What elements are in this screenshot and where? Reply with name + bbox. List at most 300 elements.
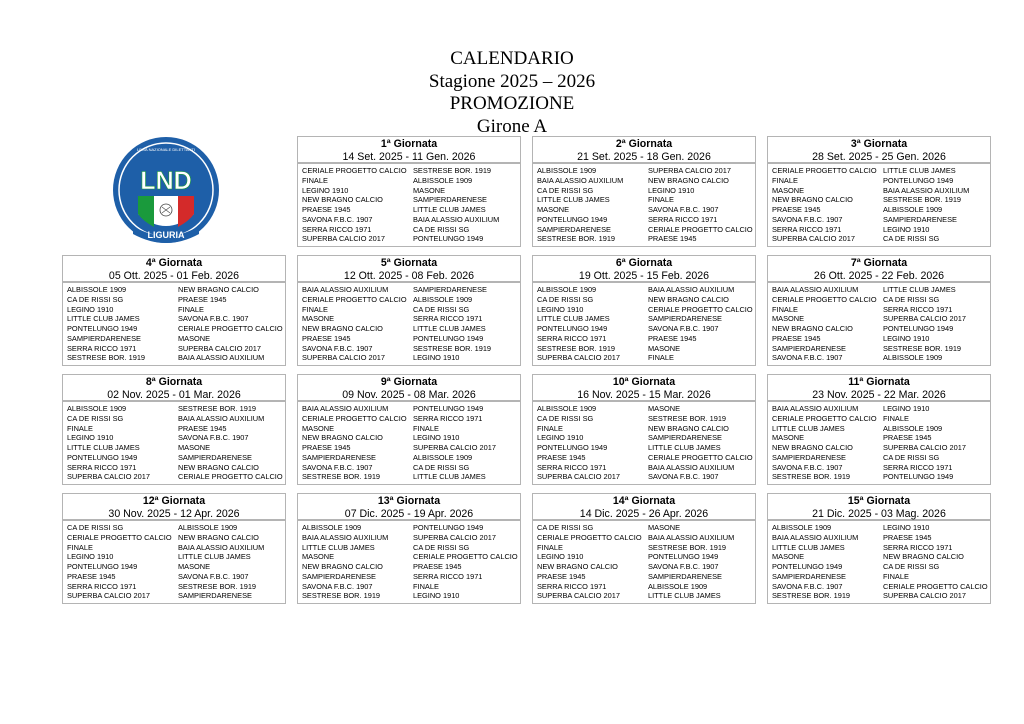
home-team: LEGINO 1910 xyxy=(302,185,349,195)
round-card xyxy=(767,255,991,366)
away-team: MASONE xyxy=(648,343,681,353)
away-team: CERIALE PROGETTO CALCIO xyxy=(413,552,518,562)
home-team: LITTLE CLUB JAMES xyxy=(537,195,610,205)
away-team: LEGINO 1910 xyxy=(648,185,695,195)
match-row xyxy=(302,324,520,334)
home-team: PRAESE 1945 xyxy=(537,452,586,462)
match-list xyxy=(533,402,755,482)
home-team: ALBISSOLE 1909 xyxy=(67,404,127,413)
match-row xyxy=(67,334,285,344)
home-team: SESTRESE BOR. 1919 xyxy=(302,591,381,601)
round-header xyxy=(298,137,520,164)
away-team: ALBISSOLE 1909 xyxy=(413,452,473,462)
home-team: CERIALE PROGETTO CALCIO xyxy=(772,166,877,175)
match-row xyxy=(302,572,520,582)
home-team: NEW BRAGNO CALCIO xyxy=(302,324,383,333)
round-card xyxy=(297,255,521,366)
match-row xyxy=(302,285,520,295)
away-team: LITTLE CLUB JAMES xyxy=(883,285,956,294)
away-team: SERRA RICCO 1971 xyxy=(883,462,953,472)
round-header xyxy=(533,494,755,521)
home-team: LITTLE CLUB JAMES xyxy=(772,423,845,433)
match-row xyxy=(772,414,990,424)
match-list xyxy=(768,164,990,244)
match-row xyxy=(302,186,520,196)
match-row xyxy=(302,424,520,434)
match-row xyxy=(302,562,520,572)
home-team: PRAESE 1945 xyxy=(772,205,821,214)
away-team: SERRA RICCO 1971 xyxy=(413,314,483,324)
away-team: BAIA ALASSIO AUXILIUM xyxy=(178,542,265,552)
away-team: ALBISSOLE 1909 xyxy=(883,205,943,214)
match-row xyxy=(67,414,285,424)
away-team: SUPERBA CALCIO 2017 xyxy=(178,343,261,353)
away-team: FINALE xyxy=(648,353,674,363)
match-row xyxy=(537,414,755,424)
round-title: 13ª Giornata xyxy=(377,495,441,507)
match-row xyxy=(537,344,755,354)
home-team: SAVONA F.B.C. 1907 xyxy=(772,353,843,363)
round-header xyxy=(63,256,285,283)
lnd-logo-icon xyxy=(112,134,220,246)
match-row xyxy=(302,414,520,424)
match-row xyxy=(67,433,285,443)
home-team: LEGINO 1910 xyxy=(67,433,114,443)
away-team: ALBISSOLE 1909 xyxy=(883,353,943,363)
away-team: SUPERBA CALCIO 2017 xyxy=(413,532,496,542)
home-team: SESTRESE BOR. 1919 xyxy=(302,472,381,482)
home-team: ALBISSOLE 1909 xyxy=(772,523,832,532)
home-team: SAVONA F.B.C. 1907 xyxy=(772,462,843,472)
home-team: BAIA ALASSIO AUXILIUM xyxy=(537,175,624,185)
home-team: CA DE RISSI SG xyxy=(67,294,124,304)
home-team: SERRA RICCO 1971 xyxy=(67,462,137,472)
away-team: CA DE RISSI SG xyxy=(883,294,940,304)
away-team: NEW BRAGNO CALCIO xyxy=(178,532,259,542)
match-row xyxy=(772,582,990,592)
match-row xyxy=(302,225,520,235)
match-row xyxy=(772,591,990,601)
match-row xyxy=(772,285,990,295)
match-row xyxy=(772,305,990,315)
match-row xyxy=(537,295,755,305)
away-team: SUPERBA CALCIO 2017 xyxy=(883,443,966,452)
round-header xyxy=(298,375,520,402)
round-header xyxy=(533,256,755,283)
home-team: NEW BRAGNO CALCIO xyxy=(302,195,383,205)
match-row xyxy=(772,443,990,453)
match-row xyxy=(302,234,520,244)
away-team: LITTLE CLUB JAMES xyxy=(413,324,486,333)
home-team: SUPERBA CALCIO 2017 xyxy=(537,591,620,601)
home-team: SUPERBA CALCIO 2017 xyxy=(302,234,385,244)
match-row xyxy=(302,591,520,601)
home-team: SAMPIERDARENESE xyxy=(772,452,846,462)
calendar-title: CALENDARIO xyxy=(450,48,574,69)
away-team: FINALE xyxy=(648,195,674,205)
away-team: SESTRESE BOR. 1919 xyxy=(883,343,962,353)
match-row xyxy=(537,195,755,205)
match-row xyxy=(772,186,990,196)
match-row xyxy=(537,463,755,473)
home-team: SAMPIERDARENESE xyxy=(537,224,611,234)
match-row xyxy=(537,591,755,601)
match-row xyxy=(537,205,755,215)
match-list xyxy=(298,402,520,482)
match-row xyxy=(67,424,285,434)
home-team: PONTELUNGO 1949 xyxy=(772,562,843,571)
home-team: LITTLE CLUB JAMES xyxy=(537,314,610,324)
away-team: NEW BRAGNO CALCIO xyxy=(883,552,964,562)
home-team: SAMPIERDARENESE xyxy=(67,333,141,343)
away-team: SESTRESE BOR. 1919 xyxy=(413,166,492,175)
home-team: LEGINO 1910 xyxy=(537,304,584,314)
round-card xyxy=(297,136,521,247)
match-row xyxy=(67,552,285,562)
round-dates: 14 Set. 2025 - 11 Gen. 2026 xyxy=(342,150,476,163)
match-row xyxy=(772,463,990,473)
away-team: PONTELUNGO 1949 xyxy=(413,404,484,413)
match-row xyxy=(537,433,755,443)
match-row xyxy=(772,562,990,572)
away-team: FINALE xyxy=(413,581,439,591)
round-header xyxy=(533,137,755,164)
round-dates: 16 Nov. 2025 - 15 Mar. 2026 xyxy=(577,388,711,401)
home-team: MASONE xyxy=(302,552,335,562)
round-header xyxy=(768,256,990,283)
round-title: 15ª Giornata xyxy=(847,495,911,507)
match-row xyxy=(302,215,520,225)
round-dates: 05 Ott. 2025 - 01 Feb. 2026 xyxy=(108,269,240,282)
match-row xyxy=(302,523,520,533)
away-team: LEGINO 1910 xyxy=(413,433,460,443)
match-row xyxy=(302,582,520,592)
away-team: PONTELUNGO 1949 xyxy=(648,552,719,562)
away-team: SERRA RICCO 1971 xyxy=(413,413,483,423)
home-team: SAVONA F.B.C. 1907 xyxy=(772,581,843,591)
match-row xyxy=(772,324,990,334)
home-team: NEW BRAGNO CALCIO xyxy=(302,433,383,443)
away-team: MASONE xyxy=(178,443,211,452)
away-team: PRAESE 1945 xyxy=(178,294,227,304)
home-team: FINALE xyxy=(772,175,798,185)
home-team: BAIA ALASSIO AUXILIUM xyxy=(772,532,859,542)
away-team: FINALE xyxy=(883,413,909,423)
round-card xyxy=(62,374,286,485)
home-team: LEGINO 1910 xyxy=(537,552,584,562)
away-team: SUPERBA CALCIO 2017 xyxy=(883,314,966,324)
match-row xyxy=(537,186,755,196)
round-title: 8ª Giornata xyxy=(145,376,203,388)
away-team: PRAESE 1945 xyxy=(413,562,462,571)
home-team: SUPERBA CALCIO 2017 xyxy=(772,234,855,244)
home-team: CERIALE PROGETTO CALCIO xyxy=(302,166,407,175)
home-team: SERRA RICCO 1971 xyxy=(67,581,137,591)
round-card xyxy=(297,493,521,604)
round-header xyxy=(63,375,285,402)
home-team: MASONE xyxy=(772,433,805,443)
away-team: LITTLE CLUB JAMES xyxy=(883,166,956,175)
home-team: MASONE xyxy=(537,205,570,214)
round-dates: 28 Set. 2025 - 25 Gen. 2026 xyxy=(812,150,946,163)
away-team: PONTELUNGO 1949 xyxy=(883,324,954,333)
match-list xyxy=(533,164,755,244)
round-card xyxy=(767,493,991,604)
match-row xyxy=(67,472,285,482)
home-team: SERRA RICCO 1971 xyxy=(67,343,137,353)
home-team: NEW BRAGNO CALCIO xyxy=(772,195,853,205)
home-team: MASONE xyxy=(302,423,335,433)
home-team: SESTRESE BOR. 1919 xyxy=(67,353,146,363)
match-row xyxy=(537,472,755,482)
away-team: SAMPIERDARENESE xyxy=(178,452,252,462)
home-team: PRAESE 1945 xyxy=(772,333,821,343)
match-row xyxy=(67,344,285,354)
away-team: BAIA ALASSIO AUXILIUM xyxy=(413,214,500,224)
home-team: PONTELUNGO 1949 xyxy=(537,443,608,452)
away-team: PRAESE 1945 xyxy=(648,234,697,244)
home-team: SESTRESE BOR. 1919 xyxy=(772,472,851,482)
round-card xyxy=(62,255,286,366)
match-row xyxy=(772,523,990,533)
match-row xyxy=(537,314,755,324)
round-card xyxy=(532,493,756,604)
match-list xyxy=(768,402,990,482)
home-team: SERRA RICCO 1971 xyxy=(537,581,607,591)
match-row xyxy=(67,314,285,324)
round-dates: 19 Ott. 2025 - 15 Feb. 2026 xyxy=(578,269,710,282)
home-team: CA DE RISSI SG xyxy=(537,185,594,195)
round-dates: 02 Nov. 2025 - 01 Mar. 2026 xyxy=(107,388,241,401)
match-row xyxy=(67,562,285,572)
home-team: SAVONA F.B.C. 1907 xyxy=(302,214,373,224)
away-team: PONTELUNGO 1949 xyxy=(883,472,954,482)
away-team: LEGINO 1910 xyxy=(883,333,930,343)
away-team: BAIA ALASSIO AUXILIUM xyxy=(648,285,735,294)
match-row xyxy=(772,572,990,582)
match-row xyxy=(302,353,520,363)
home-team: SESTRESE BOR. 1919 xyxy=(537,343,616,353)
home-team: FINALE xyxy=(302,304,328,314)
away-team: BAIA ALASSIO AUXILIUM xyxy=(648,462,735,472)
home-team: SAMPIERDARENESE xyxy=(302,452,376,462)
match-row xyxy=(67,463,285,473)
svg-text:LEGA NAZIONALE DILETTANTI: LEGA NAZIONALE DILETTANTI xyxy=(137,147,195,152)
round-card xyxy=(532,255,756,366)
away-team: SERRA RICCO 1971 xyxy=(883,304,953,314)
round-dates: 21 Dic. 2025 - 03 Mag. 2026 xyxy=(812,507,946,520)
away-team: ALBISSOLE 1909 xyxy=(413,294,473,304)
home-team: FINALE xyxy=(537,423,563,433)
match-row xyxy=(302,472,520,482)
away-team: SESTRESE BOR. 1919 xyxy=(648,542,727,552)
home-team: NEW BRAGNO CALCIO xyxy=(302,562,383,571)
match-row xyxy=(537,234,755,244)
away-team: CA DE RISSI SG xyxy=(413,224,470,234)
home-team: PRAESE 1945 xyxy=(537,571,586,581)
away-team: MASONE xyxy=(648,404,681,413)
match-row xyxy=(537,166,755,176)
match-row xyxy=(772,195,990,205)
round-title: 12ª Giornata xyxy=(142,495,206,507)
away-team: FINALE xyxy=(883,571,909,581)
round-header xyxy=(533,375,755,402)
match-row xyxy=(537,543,755,553)
home-team: SUPERBA CALCIO 2017 xyxy=(67,472,150,482)
match-row xyxy=(772,404,990,414)
away-team: SESTRESE BOR. 1919 xyxy=(883,195,962,205)
away-team: ALBISSOLE 1909 xyxy=(413,175,473,185)
away-team: MASONE xyxy=(413,185,446,195)
away-team: CERIALE PROGETTO CALCIO xyxy=(178,324,283,333)
away-team: SUPERBA CALCIO 2017 xyxy=(883,591,966,601)
round-title: 2ª Giornata xyxy=(615,138,673,150)
round-title: 7ª Giornata xyxy=(850,257,908,269)
match-row xyxy=(302,166,520,176)
home-team: CA DE RISSI SG xyxy=(537,294,594,304)
home-team: CERIALE PROGETTO CALCIO xyxy=(537,532,642,542)
away-team: CERIALE PROGETTO CALCIO xyxy=(648,224,753,234)
match-row xyxy=(772,225,990,235)
home-team: PONTELUNGO 1949 xyxy=(537,324,608,333)
home-team: CERIALE PROGETTO CALCIO xyxy=(772,294,877,304)
match-row xyxy=(772,205,990,215)
match-row xyxy=(302,543,520,553)
home-team: BAIA ALASSIO AUXILIUM xyxy=(772,404,859,413)
home-team: SESTRESE BOR. 1919 xyxy=(772,591,851,601)
home-team: CERIALE PROGETTO CALCIO xyxy=(67,532,172,542)
match-row xyxy=(537,176,755,186)
home-team: SERRA RICCO 1971 xyxy=(537,333,607,343)
match-list xyxy=(63,283,285,363)
away-team: BAIA ALASSIO AUXILIUM xyxy=(178,413,265,423)
away-team: LEGINO 1910 xyxy=(413,591,460,601)
away-team: NEW BRAGNO CALCIO xyxy=(178,285,259,294)
match-row xyxy=(302,305,520,315)
home-team: FINALE xyxy=(772,304,798,314)
away-team: LEGINO 1910 xyxy=(883,523,930,532)
season-label: Stagione 2025 – 2026 xyxy=(428,70,596,92)
home-team: PONTELUNGO 1949 xyxy=(67,562,138,571)
match-row xyxy=(537,572,755,582)
match-row xyxy=(67,353,285,363)
away-team: FINALE xyxy=(178,304,204,314)
match-row xyxy=(772,472,990,482)
away-team: PRAESE 1945 xyxy=(648,333,697,343)
away-team: SAMPIERDARENESE xyxy=(648,314,722,324)
round-dates: 12 Ott. 2025 - 08 Feb. 2026 xyxy=(343,269,475,282)
away-team: LEGINO 1910 xyxy=(883,224,930,234)
away-team: SUPERBA CALCIO 2017 xyxy=(648,166,731,175)
away-team: SESTRESE BOR. 1919 xyxy=(178,581,257,591)
match-row xyxy=(537,523,755,533)
match-row xyxy=(537,562,755,572)
round-header xyxy=(298,494,520,521)
away-team: SAMPIERDARENESE xyxy=(648,433,722,443)
match-row xyxy=(772,543,990,553)
round-title: 10ª Giornata xyxy=(612,376,676,388)
away-team: LITTLE CLUB JAMES xyxy=(648,591,721,601)
home-team: ALBISSOLE 1909 xyxy=(537,404,597,413)
match-row xyxy=(67,453,285,463)
home-team: SAVONA F.B.C. 1907 xyxy=(302,343,373,353)
away-team: CA DE RISSI SG xyxy=(413,542,470,552)
svg-text:LIGURIA: LIGURIA xyxy=(147,230,185,240)
away-team: MASONE xyxy=(648,523,681,532)
away-team: LEGINO 1910 xyxy=(413,353,460,363)
home-team: PONTELUNGO 1949 xyxy=(537,214,608,224)
round-card xyxy=(297,374,521,485)
away-team: PONTELUNGO 1949 xyxy=(413,234,484,244)
match-row xyxy=(772,176,990,186)
match-row xyxy=(772,552,990,562)
match-list xyxy=(768,283,990,363)
calendar-header xyxy=(0,48,1024,138)
away-team: LITTLE CLUB JAMES xyxy=(178,552,251,562)
round-header xyxy=(768,137,990,164)
home-team: LEGINO 1910 xyxy=(67,304,114,314)
home-team: PRAESE 1945 xyxy=(67,571,116,581)
match-row xyxy=(67,591,285,601)
round-card xyxy=(532,136,756,247)
match-row xyxy=(302,195,520,205)
match-row xyxy=(302,314,520,324)
away-team: CA DE RISSI SG xyxy=(883,234,940,244)
match-row xyxy=(537,443,755,453)
home-team: FINALE xyxy=(67,423,93,433)
match-row xyxy=(537,582,755,592)
away-team: NEW BRAGNO CALCIO xyxy=(648,294,729,304)
home-team: MASONE xyxy=(772,185,805,195)
home-team: PRAESE 1945 xyxy=(302,443,351,452)
match-row xyxy=(302,334,520,344)
match-row xyxy=(537,324,755,334)
away-team: SAVONA F.B.C. 1907 xyxy=(648,205,719,214)
away-team: BAIA ALASSIO AUXILIUM xyxy=(883,185,970,195)
home-team: SUPERBA CALCIO 2017 xyxy=(537,353,620,363)
match-row xyxy=(67,295,285,305)
away-team: FINALE xyxy=(413,423,439,433)
away-team: SAVONA F.B.C. 1907 xyxy=(648,324,719,333)
match-row xyxy=(537,305,755,315)
round-title: 9ª Giornata xyxy=(380,376,438,388)
match-row xyxy=(537,285,755,295)
home-team: MASONE xyxy=(302,314,335,324)
home-team: SERRA RICCO 1971 xyxy=(302,224,372,234)
away-team: CERIALE PROGETTO CALCIO xyxy=(648,304,753,314)
away-team: PRAESE 1945 xyxy=(883,532,932,542)
away-team: SAMPIERDARENESE xyxy=(413,285,487,294)
away-team: NEW BRAGNO CALCIO xyxy=(648,423,729,433)
home-team: SAMPIERDARENESE xyxy=(772,343,846,353)
away-team: CERIALE PROGETTO CALCIO xyxy=(178,472,283,482)
away-team: PRAESE 1945 xyxy=(883,433,932,443)
home-team: BAIA ALASSIO AUXILIUM xyxy=(302,285,389,294)
home-team: MASONE xyxy=(772,314,805,324)
home-team: SAMPIERDARENESE xyxy=(302,571,376,581)
home-team: NEW BRAGNO CALCIO xyxy=(772,443,853,452)
match-row xyxy=(302,404,520,414)
away-team: LITTLE CLUB JAMES xyxy=(413,472,486,482)
round-dates: 07 Dic. 2025 - 19 Apr. 2026 xyxy=(344,507,474,520)
match-row xyxy=(302,443,520,453)
home-team: FINALE xyxy=(537,542,563,552)
home-team: FINALE xyxy=(302,175,328,185)
match-row xyxy=(537,424,755,434)
match-row xyxy=(537,353,755,363)
match-row xyxy=(67,543,285,553)
away-team: SERRA RICCO 1971 xyxy=(413,571,483,581)
